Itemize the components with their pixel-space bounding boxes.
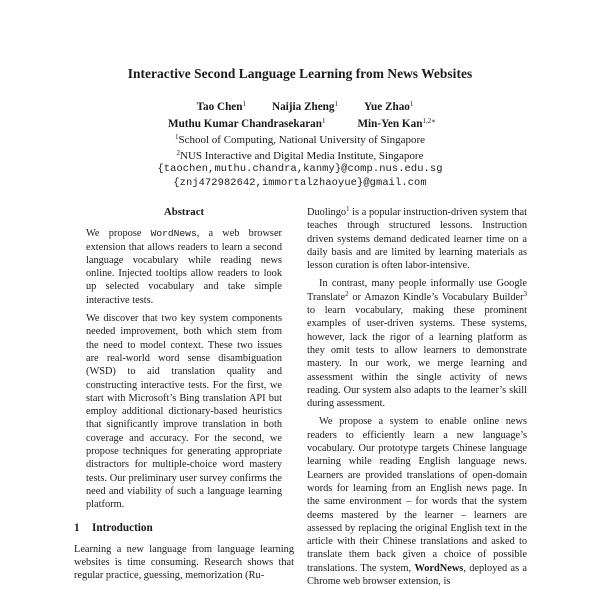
body-paragraph: We propose a system to enable online news readers to efficiently learn a new language’s vocabulary. Our prototype targets Chinese language learning while reading English language news. Learners are provided translations of open-domain words for learning from an English news page. In the same environment – for words that the system deems mastered by the learner – learners are assessed by replacing the original English text in the article with their Chinese translations and asked to translate them back given a choice of possible translations. The system, WordNews, deployed as a Chrome web browser extension, is xyxy=(307,416,528,588)
body-paragraph: In contrast, many people informally use Google Translate$^2$ or Amazon Kindle’s Vocabulary Builder$^3$ to learn vocabulary, making these prominent examples of user-driven systems. These systems, however, lack the rigor of a learning platform as they omit tests to allow learners to demonstrate mastery. In our work, we merge learning and assessment within the single activity of news reading. Our system also adapts to the learner’s skill during assessment. xyxy=(307,278,527,410)
author-row-1 xyxy=(5,97,600,114)
system-name: WordNews xyxy=(414,562,464,574)
author: Yue Zhao$^1$ xyxy=(363,100,414,113)
author-row-2 xyxy=(2,114,600,131)
left-column xyxy=(74,206,294,588)
section-heading: 1 Introduction xyxy=(74,521,153,534)
right-column xyxy=(307,206,527,593)
email-line: {taochen,muthu.chandra,kanmy}@comp.nus.edu.sg xyxy=(157,163,443,176)
email-line: {znj472982642,immortalzhaoyue}@gmail.com xyxy=(173,177,427,190)
affiliation: $^1$School of Computing, National University of Singapore xyxy=(174,133,426,146)
abstract-paragraph: We propose WordNews, a web browser extension that allows readers to learn a second language vocabulary while reading news online. Injected tooltips allow readers to look up selected vocabulary and take simple interactive tests. xyxy=(86,228,282,306)
abstract-paragraph: We discover that two key system components needed improvement, both which stem from the need to model context. These two issues are real-world word sense disambiguation (WSD) to aid translation quality and constructing interactive tests. For the first, we start with Microsoft’s Bing translation API but employ additional dictionary-based heuristics that significantly improve translation in both coverage and accuracy. For the second, we propose techniques for generating appropriate distractors for multiple-choice word mastery tests. Our preliminary user survey confirms the need and viability of such a language learning platform. xyxy=(86,313,282,511)
author: Naijia Zheng$^1$ xyxy=(272,100,338,113)
body-paragraph: Learning a new language from language learning websites is time consuming. Research shows that regular practice, guessing, memorization (Ru- xyxy=(74,543,294,582)
system-name: WordNews xyxy=(150,228,197,240)
paper-title: Interactive Second Language Learning from News Websites xyxy=(127,66,473,81)
body-paragraph: Duolingo$^1$ is a popular instruction-driven system that teaches through structured lessons. Instruction driven systems demand dedicated learner time on a daily basis and are limited by learning materials as lesson curation is often labor-intensive. xyxy=(307,206,527,272)
abstract-body xyxy=(74,227,294,511)
abstract-heading: Abstract xyxy=(163,206,205,218)
author: Tao Chen$^1$ xyxy=(196,100,246,113)
author: Min-Yen Kan$^{1,2∗}$ xyxy=(357,117,436,130)
author: Muthu Kumar Chandrasekaran$^1$ xyxy=(168,117,326,130)
affiliation: $^2$NUS Interactive and Digital Media Institute, Singapore xyxy=(176,149,424,163)
author-block xyxy=(0,97,600,191)
